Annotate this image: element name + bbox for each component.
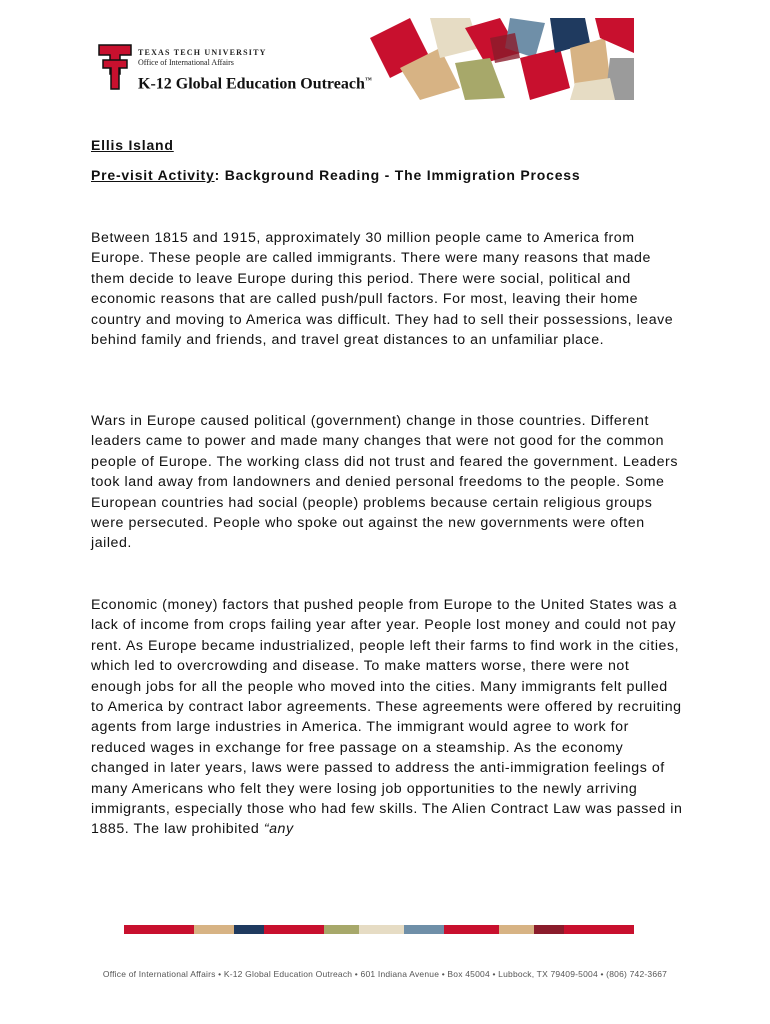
- logo-text-block: [138, 48, 372, 94]
- footer-color-bar: [124, 925, 634, 934]
- document-subtitle: [91, 167, 580, 183]
- paragraph-3: [91, 595, 683, 840]
- paragraph-2: Wars in Europe caused political (government) change in those countries. Different leaders came to power and made many changes that were not good for the common people of Europe. The working class did not trust and feared the government. Leaders took land away from landowners and denied personal freedoms to the people. Some European countries had social (people) problems because certain religious groups were persecuted. People who spoke out against the new governments were often jailed.: [91, 413, 678, 552]
- header-mosaic-graphic: [370, 18, 634, 100]
- header-logo: [98, 44, 378, 92]
- paragraph-3-italic: “any: [263, 821, 294, 838]
- paragraph-1: Between 1815 and 1915, approximately 30 million people came to America from Europe. These people are called immigrants. There were many reasons that made them decide to leave Europe during this period. There were social, political and economic reasons that are called push/pull factors. For most, leaving their home country and moving to America was difficult. They had to sell their possessions, leave behind family and friends, and travel great distances to an unfamiliar place.: [91, 230, 674, 349]
- footer-contact-info: Office of International Affairs • K-12 Global Education Outreach • 601 Indiana Avenue • Box 45004 • Lubbock, TX 79409-5004 • (806) 742-3667: [102, 969, 668, 979]
- program-name: K-12 Global Education Outreach™: [138, 75, 372, 93]
- document-title: Ellis Island: [91, 137, 174, 153]
- office-name: Office of International Affairs: [138, 58, 234, 67]
- subtitle-rest: : Background Reading - The Immigration Process: [214, 167, 581, 183]
- university-name: TEXAS TECH UNIVERSITY: [138, 48, 267, 57]
- subtitle-prefix: Pre-visit Activity: [91, 167, 215, 183]
- double-t-logo-icon: [98, 44, 132, 90]
- paragraph-3-text: Economic (money) factors that pushed people from Europe to the United States was a lack of income from crops failing year after year. People lost money and could not pay rent. As Europe became industrialized, people left their farms to find work in the cities, which led to overcrowding and disease. To make matters worse, there were not enough jobs for all the people who moved into the cities. Many immigrants felt pulled to America by contract labor agreements. These agreements were offered by recruiting agents from large industries in America. The immigrant would agree to work for reduced wages in exchange for free passage on a steamship. As the economy changed in later years, laws were passed to address the anti-immigration feelings of many Americans who felt they were losing job opportunities to the newly arriving immigrants, especially those who had few skills. The Alien Contract Law was passed in 1885. The law prohibited: [91, 597, 683, 838]
